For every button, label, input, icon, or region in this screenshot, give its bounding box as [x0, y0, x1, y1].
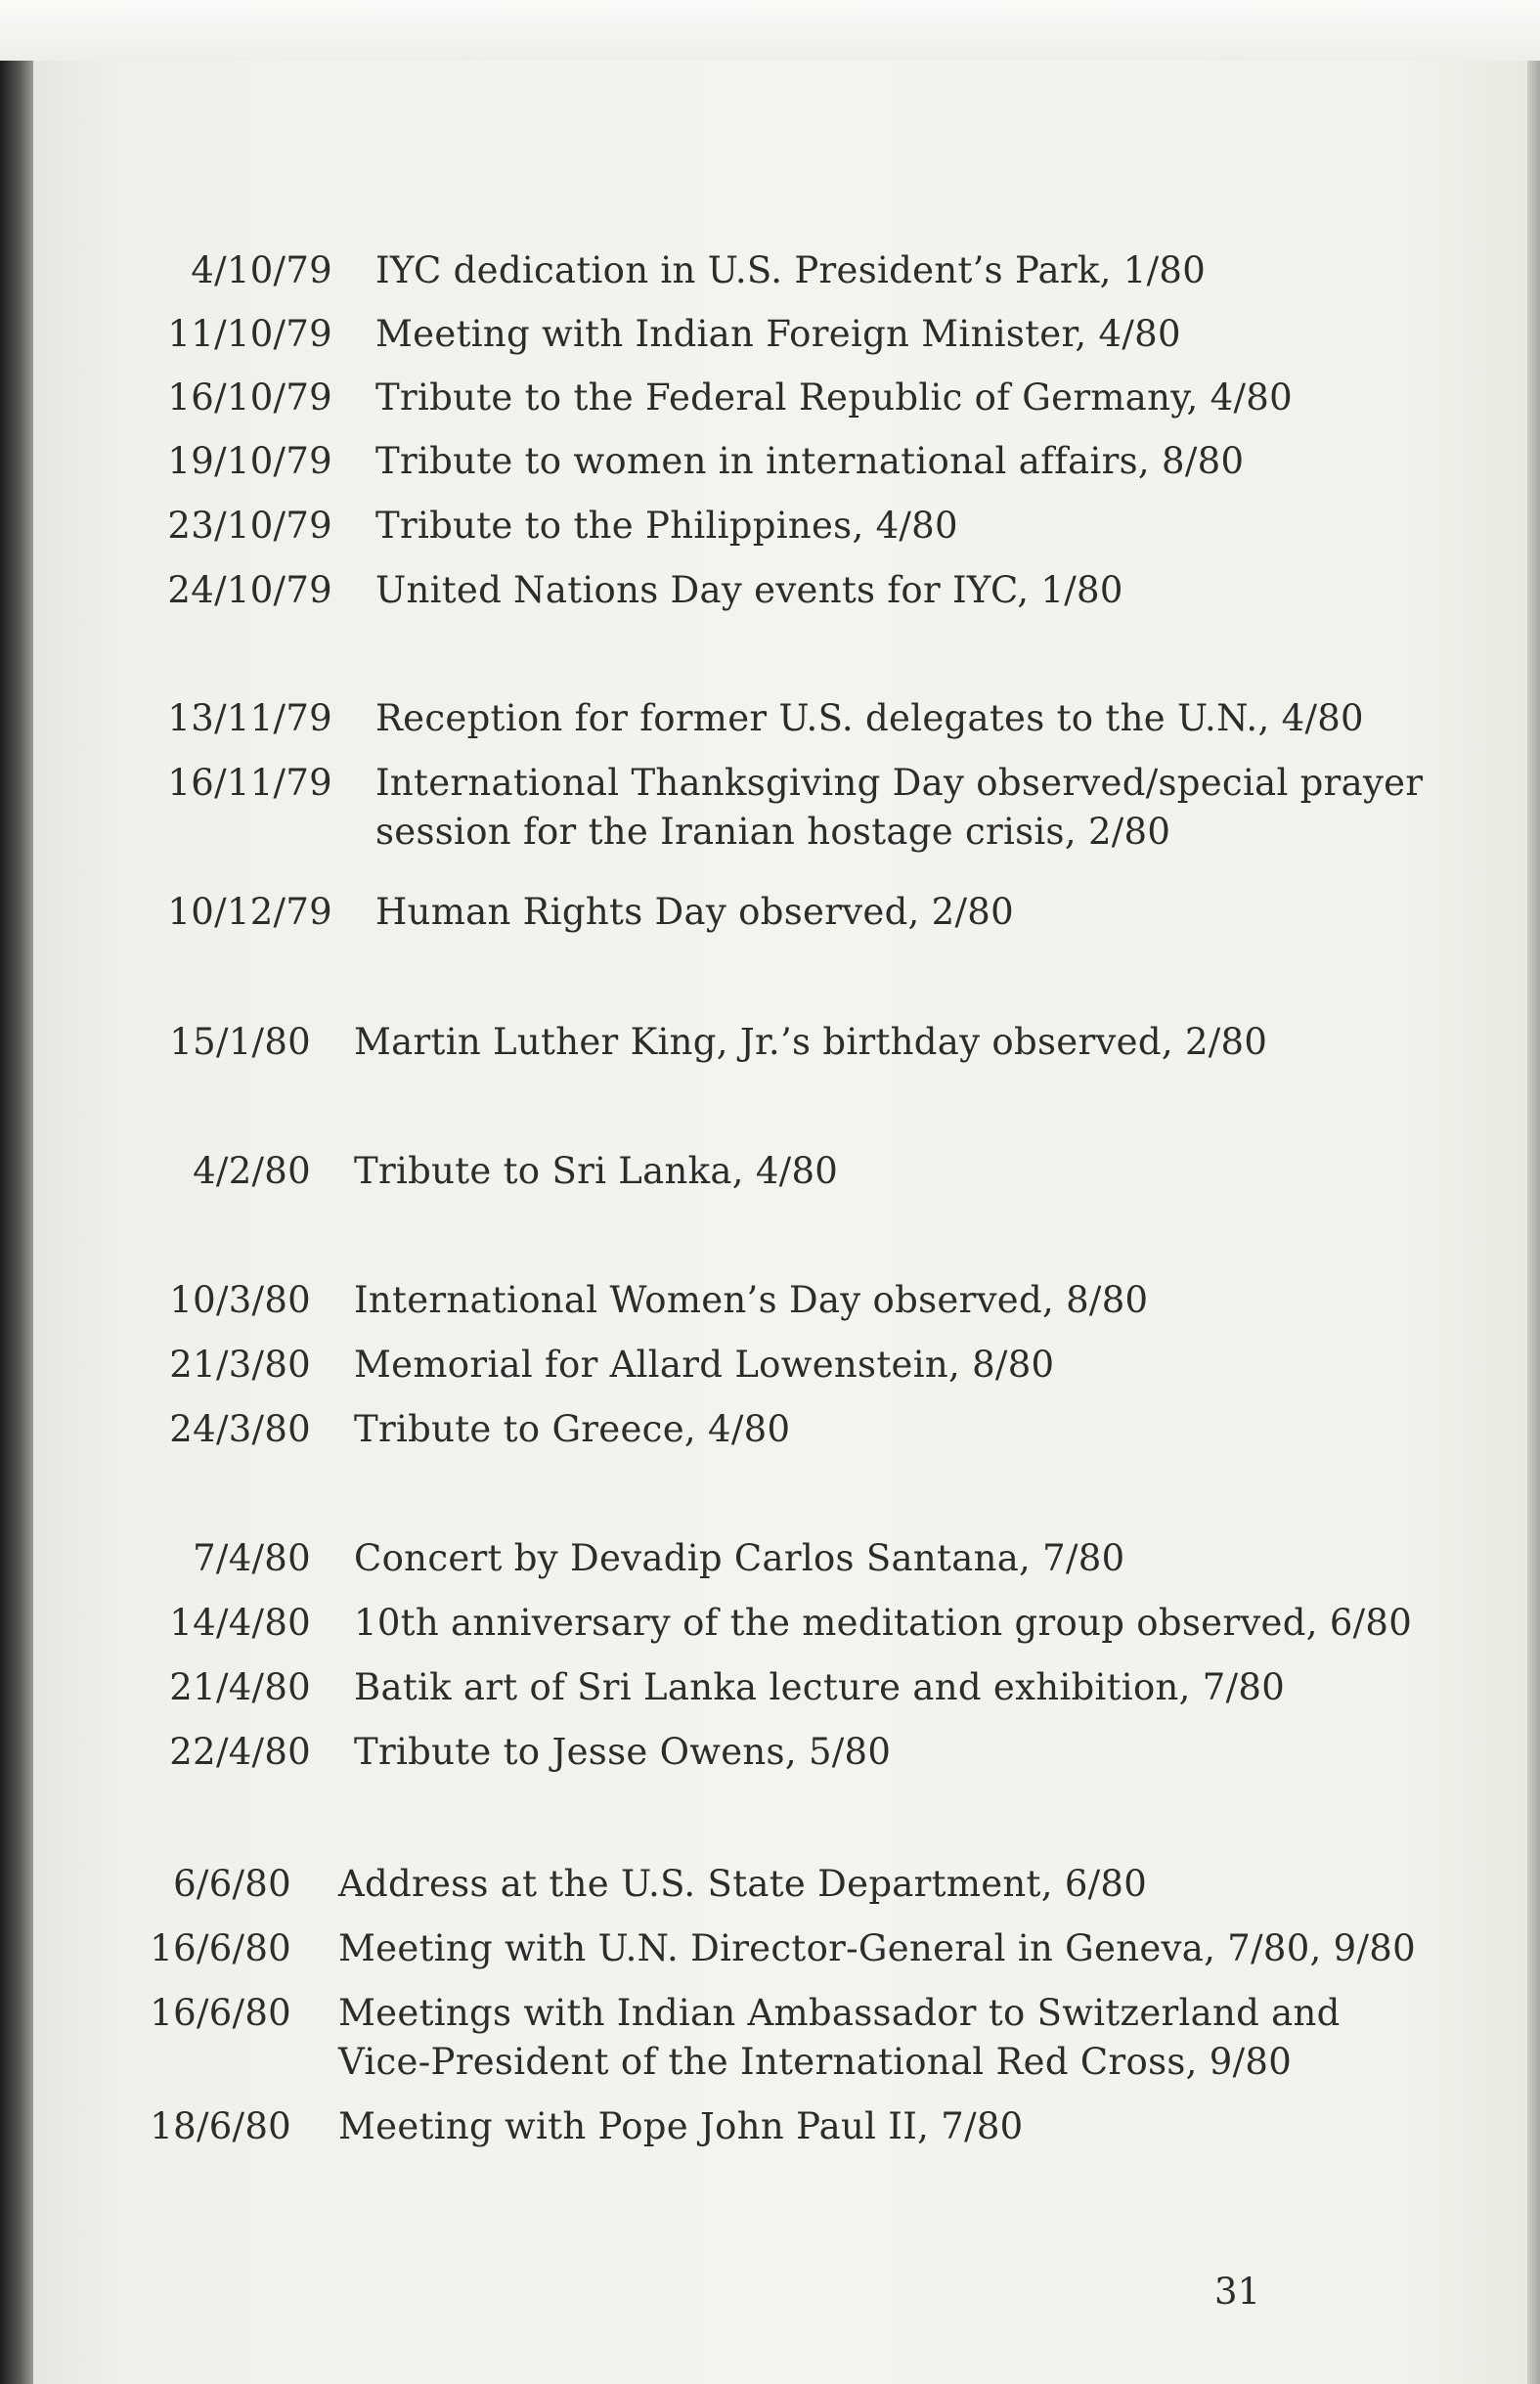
entry-date: 19/10/79	[167, 440, 332, 482]
entry-date: 10/12/79	[167, 891, 332, 933]
entry-date: 16/6/80	[150, 1992, 291, 2034]
entry-date: 13/11/79	[167, 697, 332, 739]
entry-date: 11/10/79	[167, 313, 332, 355]
entry-date: 15/1/80	[169, 1021, 311, 1063]
entry-text: Meeting with U.N. Director-General in Geneva, 7/80, 9/80	[338, 1927, 1416, 1969]
entry-text: Tribute to Jesse Owens, 5/80	[354, 1731, 892, 1773]
entry-date: 16/6/80	[150, 1927, 291, 1969]
entry-text: Tribute to Greece, 4/80	[354, 1408, 791, 1450]
entry-date: 4/10/79	[191, 249, 332, 291]
entry-date: 24/3/80	[169, 1408, 311, 1450]
entry-date: 21/4/80	[169, 1666, 311, 1708]
entry-date: 4/2/80	[193, 1150, 311, 1192]
entry-date: 24/10/79	[167, 569, 332, 611]
entry-date: 16/10/79	[167, 376, 332, 419]
entry-text: Martin Luther King, Jr.’s birthday observed, 2/80	[354, 1021, 1268, 1063]
entry-text: Tribute to women in international affairs, 8/80	[375, 440, 1245, 482]
entry-text: IYC dedication in U.S. President’s Park, 1/80	[375, 249, 1207, 291]
entry-text: Address at the U.S. State Department, 6/80	[338, 1863, 1148, 1905]
entry-text: Meetings with Indian Ambassador to Switzerland and Vice-President of the International Red Cross, 9/80	[338, 1992, 1341, 2083]
entry-date: 6/6/80	[173, 1863, 291, 1905]
entry-text: Tribute to Sri Lanka, 4/80	[354, 1150, 839, 1192]
entry-date: 7/4/80	[193, 1537, 311, 1579]
entry-text: Human Rights Day observed, 2/80	[375, 891, 1014, 933]
entry-date: 10/3/80	[169, 1279, 311, 1321]
entry-date: 23/10/79	[167, 505, 332, 547]
entry-text: International Thanksgiving Day observed/special prayer session for the Iranian hostage crisis, 2/80	[375, 762, 1424, 853]
entry-date: 14/4/80	[169, 1602, 311, 1644]
entry-date: 16/11/79	[167, 762, 332, 804]
entry-text: United Nations Day events for IYC, 1/80	[375, 569, 1123, 611]
entry-text: Meeting with Indian Foreign Minister, 4/80	[375, 313, 1181, 355]
entry-text: Tribute to the Philippines, 4/80	[375, 505, 958, 547]
entry-text: Batik art of Sri Lanka lecture and exhibition, 7/80	[354, 1666, 1286, 1708]
entry-text: Meeting with Pope John Paul II, 7/80	[338, 2105, 1024, 2147]
entry-text: International Women’s Day observed, 8/80	[354, 1279, 1149, 1321]
entry-text: Memorial for Allard Lowenstein, 8/80	[354, 1344, 1055, 1386]
entry-text: Tribute to the Federal Republic of Germany, 4/80	[375, 376, 1293, 419]
entry-date: 22/4/80	[169, 1731, 311, 1773]
entry-text: 10th anniversary of the meditation group observed, 6/80	[354, 1602, 1413, 1644]
entry-text: Reception for former U.S. delegates to the U.N., 4/80	[375, 697, 1364, 739]
entry-date: 18/6/80	[150, 2105, 291, 2147]
entry-text: Concert by Devadip Carlos Santana, 7/80	[354, 1537, 1125, 1579]
entry-date: 21/3/80	[169, 1344, 311, 1386]
page-number: 31	[1214, 2271, 1261, 2313]
